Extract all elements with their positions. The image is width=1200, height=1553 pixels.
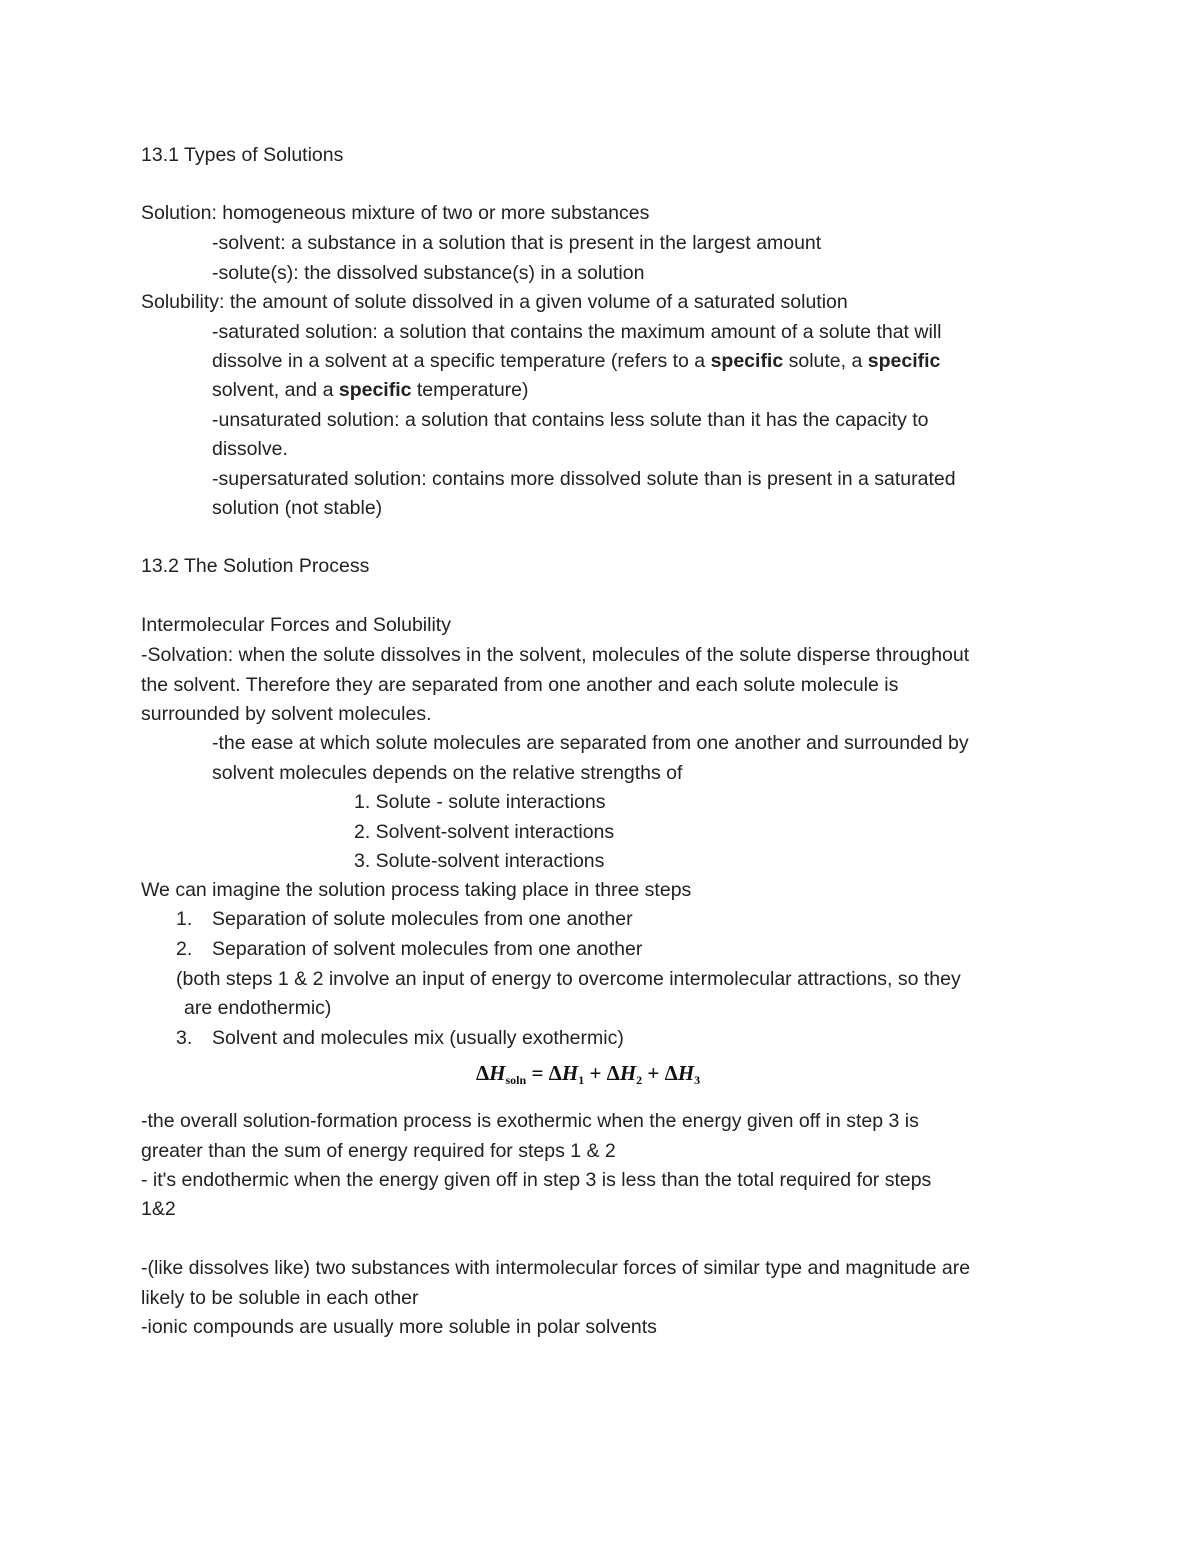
steps-note-line-2: are endothermic): [184, 997, 332, 1019]
unsaturated-definition-line-1: -unsaturated solution: a solution that contains less solute than it has the capacity to: [212, 409, 929, 431]
enthalpy-symbol: H: [489, 1061, 506, 1085]
interaction-item: 3. Solute-solvent interactions: [354, 850, 605, 872]
subscript: 1: [578, 1073, 585, 1087]
like-dissolves-like-line-1: -(like dissolves like) two substances with intermolecular forces of similar type and magnitude are: [141, 1257, 971, 1279]
saturated-definition-line-2: [212, 352, 940, 372]
step-text: Solvent and molecules mix (usually exothermic): [212, 1027, 624, 1049]
subheading-intermolecular-forces: Intermolecular Forces and Solubility: [141, 614, 451, 636]
enthalpy-symbol: H: [561, 1061, 579, 1085]
interaction-item: 1. Solute - solute interactions: [354, 791, 606, 813]
step-number: 1.: [176, 908, 193, 930]
subscript: 3: [694, 1073, 701, 1087]
solvation-line-2: the solvent. Therefore they are separated from one another and each solute molecule is: [141, 674, 899, 696]
enthalpy-symbol: H: [677, 1061, 695, 1085]
interaction-item: 2. Solvent-solvent interactions: [354, 821, 615, 843]
section-heading-13-1: 13.1 Types of Solutions: [141, 144, 344, 166]
step-text: Separation of solvent molecules from one another: [212, 938, 643, 960]
delta-symbol: Δ: [548, 1061, 562, 1085]
endothermic-line-2: 1&2: [141, 1198, 176, 1220]
equals-sign: =: [526, 1061, 549, 1085]
steps-note-line-1: (both steps 1 & 2 involve an input of energy to overcome intermolecular attractions, so they: [176, 968, 961, 990]
text-run: dissolve in a solvent at a specific temperature (refers to a: [212, 350, 711, 372]
step-number: 2.: [176, 938, 193, 960]
solute-definition: -solute(s): the dissolved substance(s) in a solution: [212, 262, 645, 284]
supersaturated-definition-line-2: solution (not stable): [212, 497, 383, 519]
unsaturated-definition-line-2: dissolve.: [212, 438, 288, 460]
supersaturated-definition-line-1: -supersaturated solution: contains more dissolved solute than is present in a saturated: [212, 468, 956, 490]
bold-emphasis: specific: [338, 379, 412, 401]
subscript: 2: [636, 1073, 643, 1087]
section-heading-13-2: 13.2 The Solution Process: [141, 555, 370, 577]
solution-definition: Solution: homogeneous mixture of two or more substances: [141, 202, 650, 224]
step-text: Separation of solute molecules from one another: [212, 908, 633, 930]
like-dissolves-like-line-2: likely to be soluble in each other: [141, 1287, 419, 1309]
text-run: solute, a: [783, 350, 868, 372]
three-steps-intro: We can imagine the solution process taking place in three steps: [141, 879, 692, 901]
delta-symbol: Δ: [476, 1061, 490, 1085]
ease-line-1: -the ease at which solute molecules are separated from one another and surrounded by: [212, 732, 969, 754]
solvation-line-3: surrounded by solvent molecules.: [141, 703, 432, 725]
step-number: 3.: [176, 1027, 193, 1049]
delta-symbol: Δ: [606, 1061, 620, 1085]
bold-emphasis: specific: [710, 350, 784, 372]
ease-line-2: solvent molecules depends on the relative strengths of: [212, 762, 683, 784]
exothermic-line-1: -the overall solution-formation process is exothermic when the energy given off in step 3 is: [141, 1110, 919, 1132]
enthalpy-symbol: H: [619, 1061, 637, 1085]
solvent-definition: -solvent: a substance in a solution that is present in the largest amount: [212, 232, 822, 254]
bold-emphasis: specific: [867, 350, 941, 372]
text-run: solvent, and a: [212, 379, 339, 401]
solubility-definition: Solubility: the amount of solute dissolved in a given volume of a saturated solution: [141, 291, 848, 313]
delta-symbol: Δ: [664, 1061, 678, 1085]
subscript: soln: [505, 1073, 527, 1087]
plus-sign: +: [584, 1061, 607, 1085]
plus-sign: +: [642, 1061, 665, 1085]
enthalpy-equation: [476, 1063, 700, 1086]
text-run: temperature): [411, 379, 529, 401]
endothermic-line-1: - it's endothermic when the energy given off in step 3 is less than the total required for steps: [141, 1169, 932, 1191]
saturated-definition-line-3: [212, 381, 529, 401]
exothermic-line-2: greater than the sum of energy required for steps 1 & 2: [141, 1140, 616, 1162]
ionic-compounds-line: -ionic compounds are usually more soluble in polar solvents: [141, 1316, 657, 1338]
saturated-definition-line-1: -saturated solution: a solution that contains the maximum amount of a solute that will: [212, 321, 942, 343]
solvation-line-1: -Solvation: when the solute dissolves in the solvent, molecules of the solute disperse throughout: [141, 644, 970, 666]
